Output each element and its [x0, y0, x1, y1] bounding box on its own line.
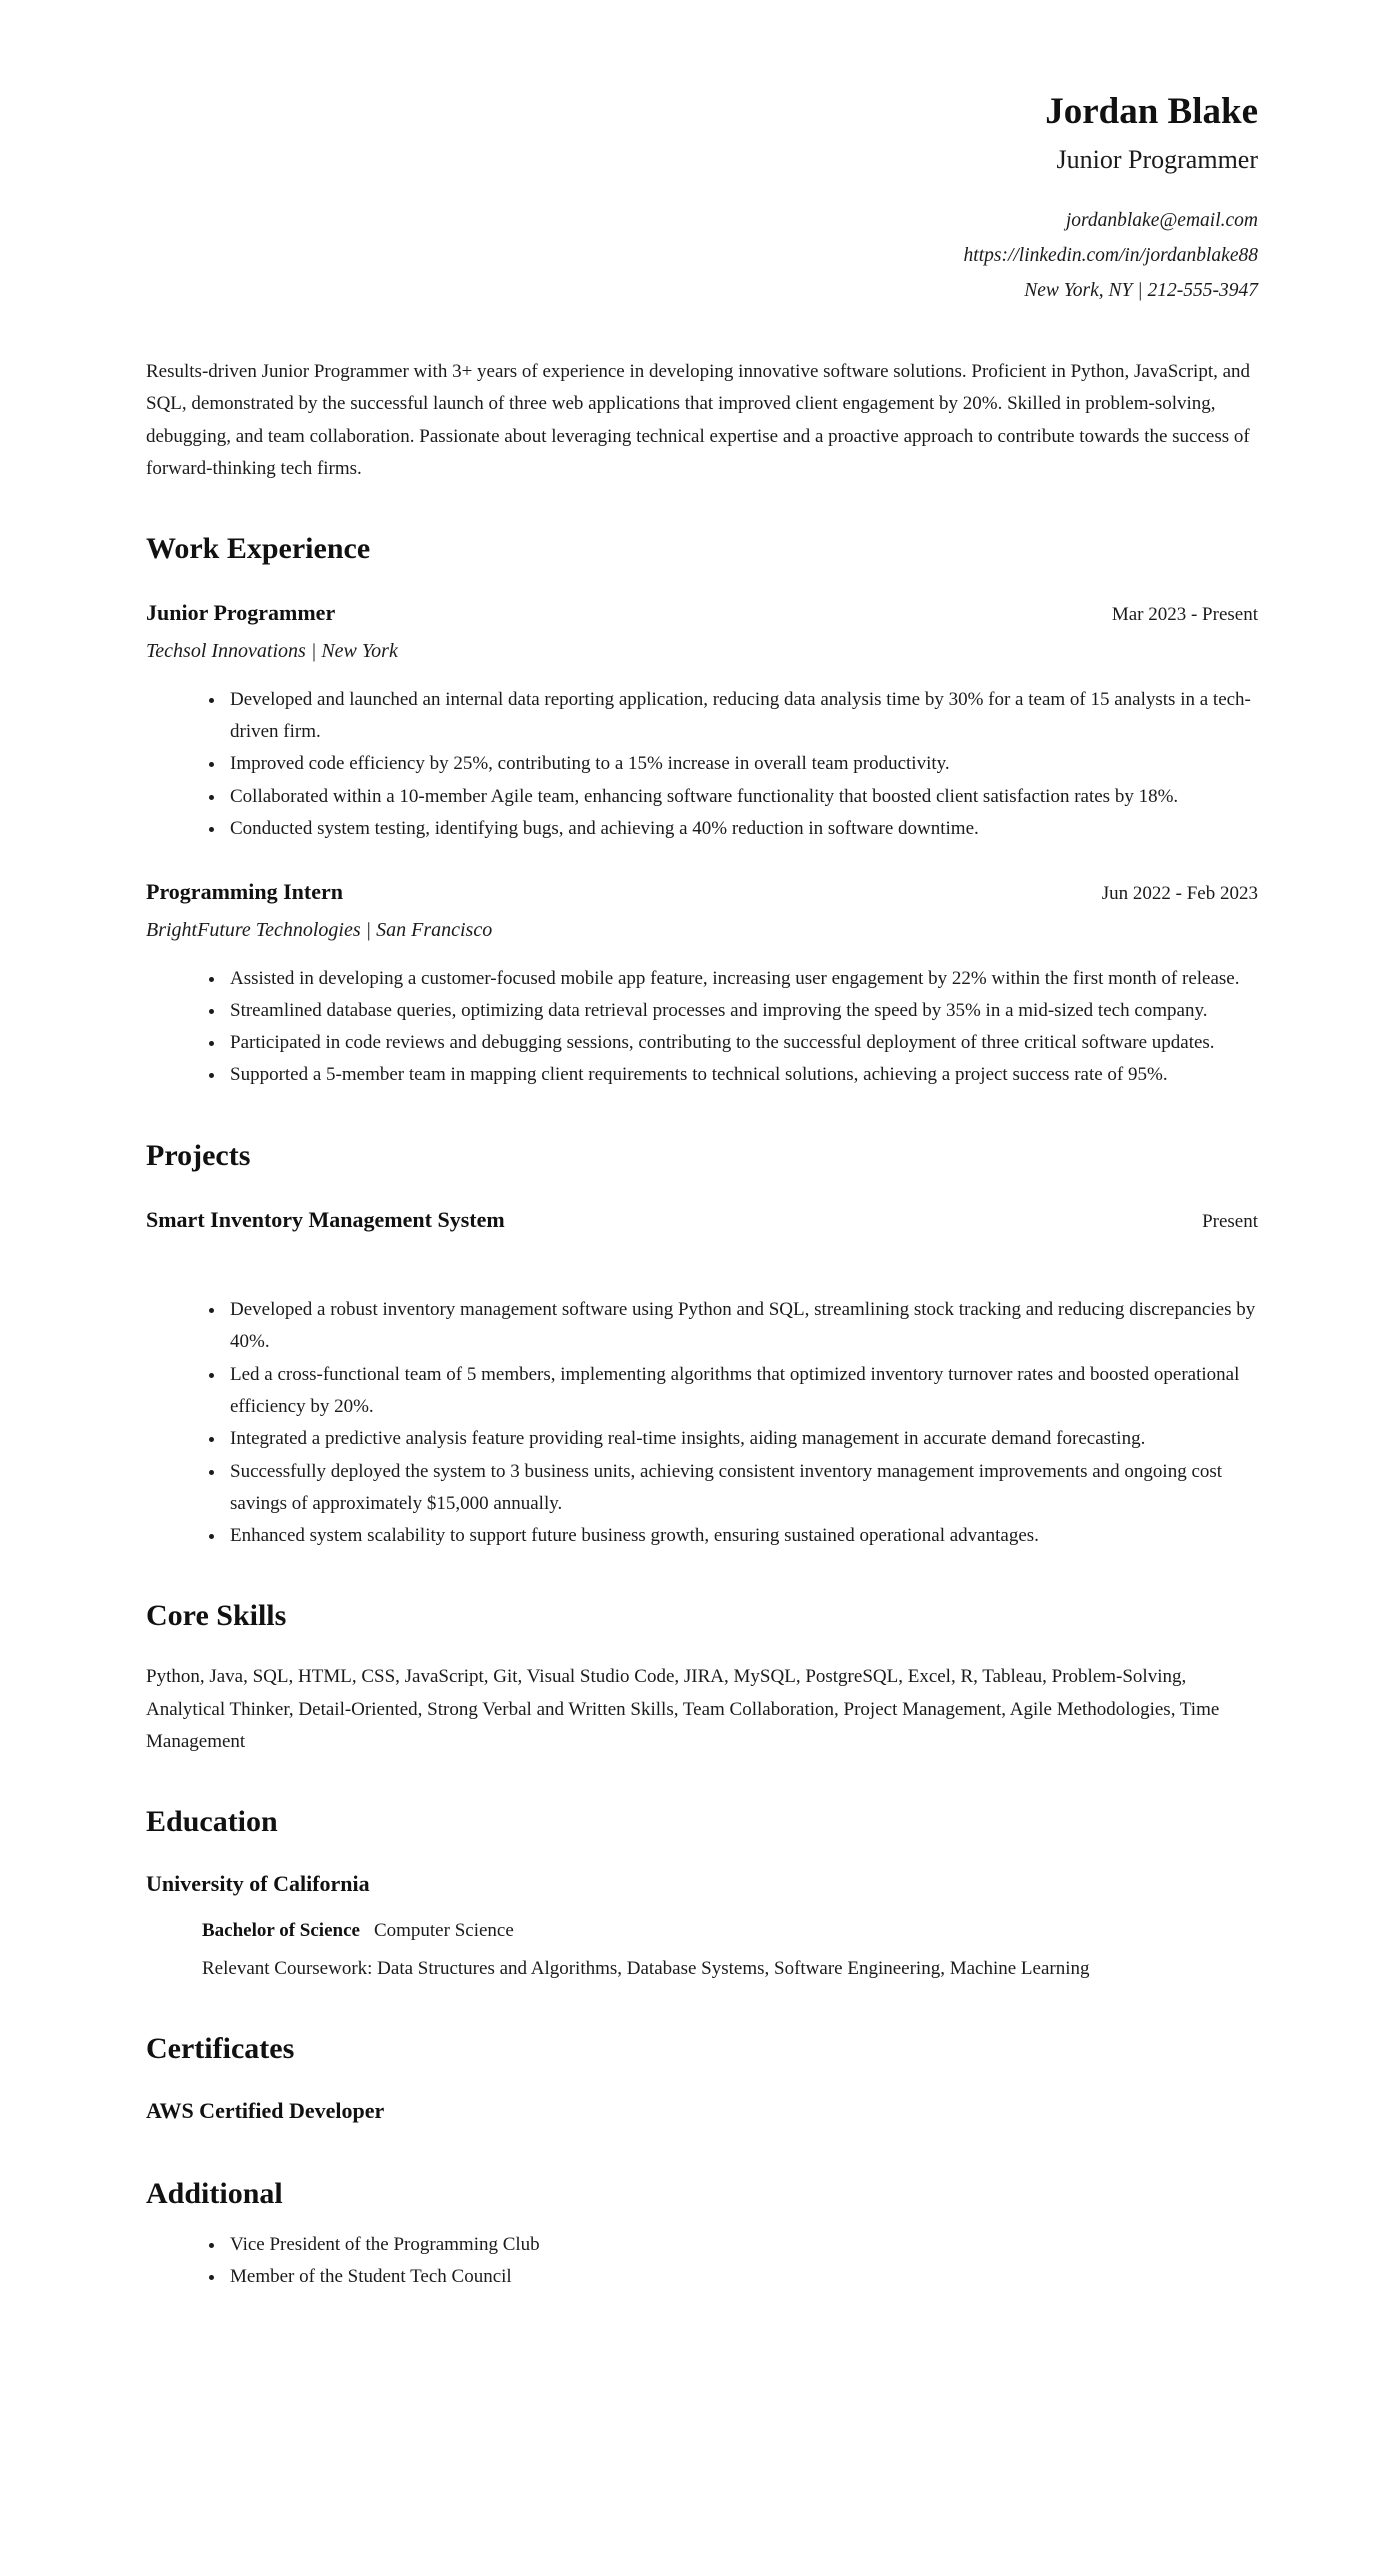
degree-field: Computer Science	[373, 1919, 514, 1941]
job-bullet-list	[146, 963, 1258, 1092]
bullet-item: • Member of the Student Tech Council	[226, 2261, 1258, 2293]
degree-name: Bachelor of Science	[202, 1919, 360, 1941]
bullet-item: • Collaborated within a 10-member Agile team, enhancing software functionality that boosted client satisfaction rates by 18%.	[226, 781, 1258, 813]
candidate-name: Jordan Blake	[1045, 91, 1258, 132]
bullet-item: • Integrated a predictive analysis feature providing real-time insights, aiding management in accurate demand forecasting.	[226, 1423, 1258, 1455]
additional-bullet-list	[146, 2229, 1258, 2294]
project-header	[146, 1201, 1258, 1238]
candidate-title: Junior Programmer	[1056, 145, 1258, 175]
job-entry	[146, 873, 1258, 1092]
bullet-item: • Led a cross-functional team of 5 members, implementing algorithms that optimized inventory turnover rates and boosted operational efficiency by 20%.	[226, 1359, 1258, 1424]
degree-line	[202, 1915, 1258, 1947]
bullet-item: • Streamlined database queries, optimizing data retrieval processes and improving the speed by 35% in a mid-sized tech company.	[226, 995, 1258, 1027]
project-entry	[146, 1201, 1258, 1553]
additional-heading: Additional	[146, 2176, 283, 2210]
job-title: Programming Intern	[146, 879, 343, 905]
bullet-item: • Successfully deployed the system to 3 business units, achieving consistent inventory management improvements and ongoing cost savings of approximately $15,000 annually.	[226, 1456, 1258, 1521]
section-work-experience	[146, 529, 1258, 1091]
certificates-heading: Certificates	[146, 2032, 295, 2066]
section-education	[146, 1802, 1258, 1985]
section-projects	[146, 1136, 1258, 1553]
coursework-line: Relevant Coursework: Data Structures and Algorithms, Database Systems, Software Engineering, Machine Learning	[202, 1958, 1090, 1980]
job-company: Techsol Innovations | New York	[146, 639, 398, 662]
project-dates: Present	[1202, 1210, 1258, 1232]
job-header	[146, 873, 1258, 910]
header	[146, 90, 1258, 308]
bullet-item: • Supported a 5-member team in mapping client requirements to technical solutions, achieving a project success rate of 95%.	[226, 1059, 1258, 1091]
section-additional	[146, 2174, 1258, 2294]
bullet-item: • Conducted system testing, identifying bugs, and achieving a 40% reduction in software downtime.	[226, 813, 1258, 845]
job-company: BrightFuture Technologies | San Francisco	[146, 918, 493, 941]
work-experience-heading: Work Experience	[146, 532, 371, 566]
job-title: Junior Programmer	[146, 600, 336, 626]
school-name: University of California	[146, 1871, 370, 1897]
project-bullet-list	[146, 1294, 1258, 1552]
contact-email: jordanblake@email.com	[1065, 209, 1258, 231]
project-title: Smart Inventory Management System	[146, 1206, 505, 1232]
bullet-item: • Enhanced system scalability to support future business growth, ensuring sustained operational advantages.	[226, 1520, 1258, 1552]
education-heading: Education	[146, 1805, 278, 1839]
contact-block	[146, 203, 1258, 308]
job-entry	[146, 594, 1258, 845]
job-bullet-list	[146, 684, 1258, 845]
contact-location-phone: New York, NY | 212-555-3947	[1024, 279, 1258, 301]
section-core-skills	[146, 1596, 1258, 1758]
job-dates: Mar 2023 - Present	[1111, 604, 1258, 626]
bullet-item: • Developed a robust inventory management software using Python and SQL, streamlining stock tracking and reducing discrepancies by 40%.	[226, 1294, 1258, 1359]
job-dates: Jun 2022 - Feb 2023	[1101, 883, 1258, 905]
bullet-item: • Vice President of the Programming Club	[226, 2229, 1258, 2261]
bullet-item: • Participated in code reviews and debugging sessions, contributing to the successful deployment of three critical software updates.	[226, 1027, 1258, 1059]
bullet-item: • Developed and launched an internal data reporting application, reducing data analysis time by 30% for a team of 15 analysts in a tech-driven firm.	[226, 684, 1258, 749]
section-certificates	[146, 2029, 1258, 2129]
contact-linkedin: https://linkedin.com/in/jordanblake88	[963, 244, 1258, 266]
skills-list-text: Python, Java, SQL, HTML, CSS, JavaScript, Git, Visual Studio Code, JIRA, MySQL, PostgreSQL, Excel, R, Tableau, Problem-Solving, Analytical Thinker, Detail-Oriented, Strong Verbal and Written Skills, Team Collaboration, Project Management, Agile Methodologies, Time Management	[146, 1666, 1220, 1753]
core-skills-heading: Core Skills	[146, 1599, 287, 1633]
summary-paragraph: Results-driven Junior Programmer with 3+ years of experience in developing innovative software solutions. Proficient in Python, JavaScript, and SQL, demonstrated by the successful launch of three web applications that improved client engagement by 20%. Skilled in problem-solving, debugging, and team collaboration. Passionate about leveraging technical expertise and a proactive approach to contribute towards the success of forward-thinking tech firms.	[146, 361, 1251, 479]
bullet-item: • Improved code efficiency by 25%, contributing to a 15% increase in overall team productivity.	[226, 748, 1258, 780]
bullet-item: • Assisted in developing a customer-focused mobile app feature, increasing user engagement by 22% within the first month of release.	[226, 963, 1258, 995]
certificate-name: AWS Certified Developer	[146, 2098, 385, 2124]
projects-heading: Projects	[146, 1138, 251, 1172]
job-header	[146, 594, 1258, 631]
